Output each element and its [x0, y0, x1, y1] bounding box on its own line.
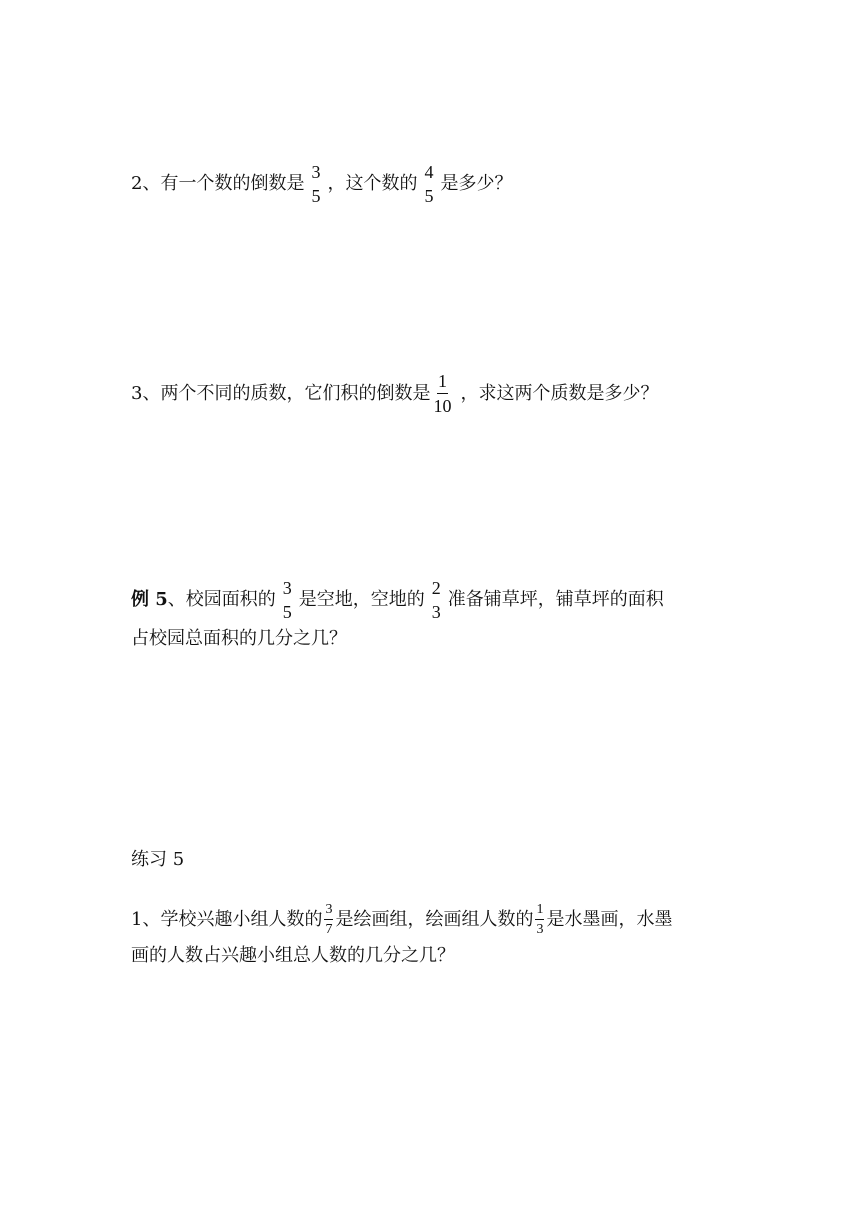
question-3	[131, 371, 658, 416]
denominator: 5	[311, 186, 321, 206]
practice-5-title	[131, 848, 184, 872]
denominator: 7	[325, 922, 333, 937]
question-2-text-b: ，这个数的	[327, 173, 418, 194]
numerator: 3	[282, 578, 292, 598]
numerator: 4	[424, 162, 434, 182]
example-5-line-1	[131, 578, 664, 622]
fraction-4-5	[423, 162, 434, 206]
numerator: 1	[535, 902, 544, 920]
practice-5-q1-line-1	[131, 902, 672, 937]
example-5-text-b: 是空地，空地的	[298, 589, 425, 610]
practice-5-q1-text-a: 1、学校兴趣小组人数的	[131, 908, 323, 930]
fraction-3-5	[282, 578, 293, 622]
fraction-2-3	[431, 578, 442, 622]
example-5-line-2	[131, 627, 347, 651]
fraction-1-10	[432, 371, 452, 416]
question-3-text-b: ，求这两个质数是多少？	[460, 382, 659, 404]
fraction-3-5	[310, 162, 321, 206]
numerator: 3	[311, 162, 321, 182]
denominator: 10	[433, 396, 452, 416]
numerator: 2	[431, 578, 441, 598]
example-5-line-2-text: 占校园总面积的几分之几？	[131, 628, 347, 649]
practice-5-q1-line-2-text: 画的人数占兴趣小组总人数的几分之几？	[131, 945, 455, 966]
denominator: 3	[536, 922, 544, 937]
question-2-text-a: 2、有一个数的倒数是	[131, 173, 305, 194]
denominator: 5	[282, 602, 292, 622]
denominator: 3	[431, 602, 441, 622]
fraction-1-3	[535, 902, 544, 937]
example-5-text-c: 准备铺草坪，铺草坪的面积	[447, 589, 664, 610]
practice-5-q1-text-b: 是绘画组，绘画组人数的	[335, 908, 534, 930]
question-3-text-a: 3、两个不同的质数，它们积的倒数是	[131, 382, 431, 404]
example-5-text-a: 、校园面积的	[167, 589, 276, 610]
example-5-label: 例 5	[131, 589, 168, 610]
practice-5-q1-text-c: 是水墨画，水墨	[546, 908, 673, 930]
practice-5-title-text: 练习 5	[131, 849, 185, 870]
numerator: 3	[324, 902, 333, 920]
fraction-3-7	[324, 902, 333, 937]
question-2	[131, 162, 512, 206]
practice-5-q1-line-2	[131, 944, 455, 968]
numerator: 1	[437, 371, 448, 394]
question-2-text-c: 是多少？	[440, 173, 513, 194]
denominator: 5	[424, 186, 434, 206]
